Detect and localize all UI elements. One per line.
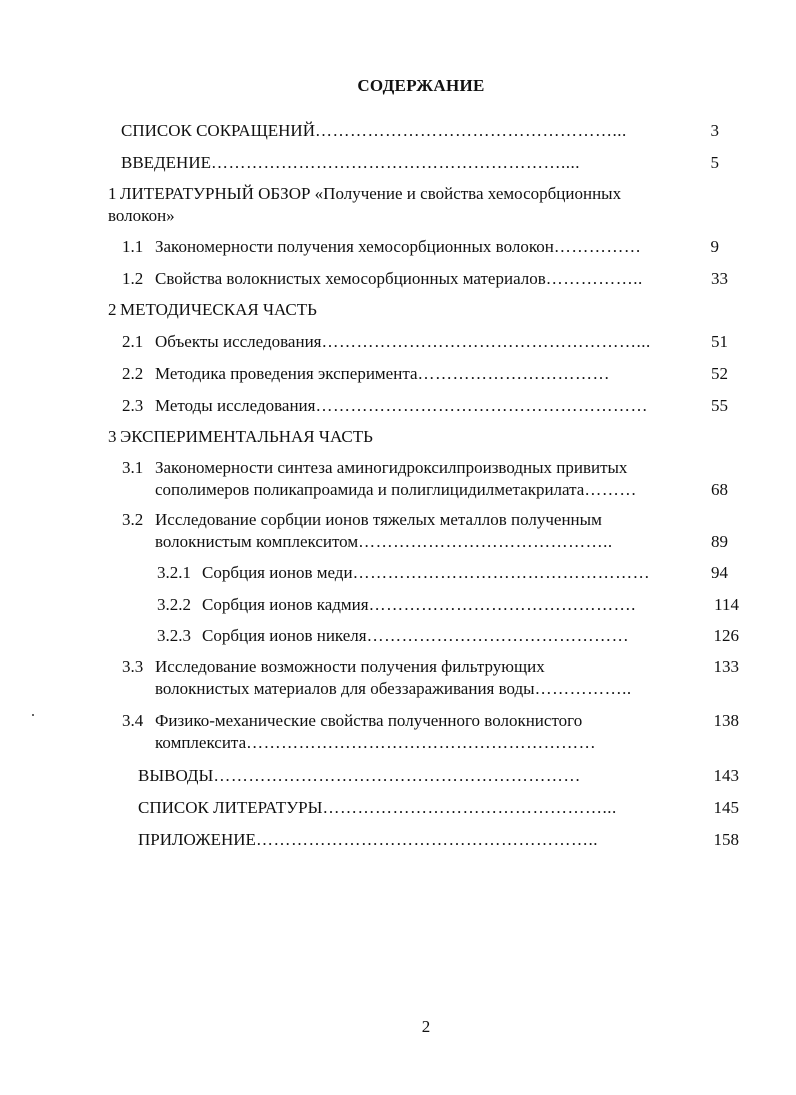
toc-entry-text-line2: сополимеров поликапроамида и полиглицидилметакрилата	[155, 480, 585, 499]
toc-entry-number: 2.2	[122, 364, 144, 383]
toc-entry-dots: …………………………………………...	[322, 798, 617, 817]
toc-entry-dots: ……………………………………………...	[314, 121, 627, 140]
toc-entry-section-1[interactable]	[0, 183, 796, 227]
toc-entry-page: 126	[713, 626, 739, 645]
toc-entry-number: 1	[108, 184, 117, 203]
toc-entry-text: Исследование возможности получения фильтрующих	[155, 657, 545, 676]
toc-entry-3-1[interactable]	[0, 457, 796, 501]
toc-entry-text: ЛИТЕРАТУРНЫЙ ОБЗОР «Получение и свойства хемосорбционных	[120, 184, 622, 203]
toc-entry-page: 158	[713, 830, 739, 849]
toc-entry-dots: ……………………………………….	[368, 595, 636, 614]
toc-entry-number: 3.2	[122, 510, 144, 529]
toc-entry-page: 3	[710, 121, 719, 140]
toc-entry-page: 55	[711, 396, 728, 415]
toc-entry-page: 145	[713, 798, 739, 817]
toc-entry-page: 143	[713, 766, 739, 785]
toc-entry-number: 3	[108, 427, 117, 446]
toc-entry-page: 52	[711, 364, 728, 383]
toc-entry-text: Закономерности синтеза аминогидроксилпроизводных привитых	[155, 458, 628, 477]
toc-entry-page: 89	[711, 532, 728, 551]
toc-entry-text-line2: волокнистым комплекситом	[155, 532, 359, 551]
toc-entry-dots: ……………..	[534, 679, 632, 698]
toc-entry-text: ЭКСПЕРИМЕНТАЛЬНАЯ ЧАСТЬ	[120, 427, 373, 446]
toc-entry-text: Закономерности получения хемосорбционных волокон	[155, 237, 554, 256]
toc-entry-page: 138	[713, 711, 739, 730]
toc-entry-number: 3.2.2	[157, 595, 191, 614]
toc-entry-page: 94	[711, 563, 728, 582]
page-number: 2	[421, 1017, 431, 1036]
toc-entry-3-3[interactable]	[0, 656, 796, 700]
toc-entry-number: 1.1	[122, 237, 144, 256]
toc-entry-dots: ………	[584, 480, 637, 499]
toc-entry-dots: ………………………………………………………	[213, 766, 581, 785]
toc-entry-text: СПИСОК СОКРАЩЕНИЙ	[121, 121, 315, 140]
toc-entry-number: 2	[108, 300, 117, 319]
toc-entry-number: 3.4	[122, 711, 144, 730]
toc-entry-number: 2.3	[122, 396, 144, 415]
toc-entry-page: 114	[714, 595, 739, 614]
toc-entry-page: 33	[711, 269, 728, 288]
toc-entry-number: 1.2	[122, 269, 144, 288]
toc-entry-text: Объекты исследования	[155, 332, 322, 351]
toc-entry-page: 68	[711, 480, 728, 499]
toc-entry-dots: ……………………………………..	[358, 532, 613, 551]
toc-entry-dots: ……………	[553, 237, 642, 256]
toc-entry-text-line2: волокнистых материалов для обеззараживания воды	[155, 679, 535, 698]
toc-entry-page: 51	[711, 332, 728, 351]
toc-entry-dots: ……………………………………………	[352, 563, 651, 582]
toc-entry-dots: …………………………………………………	[315, 396, 648, 415]
toc-entry-text: Исследование сорбции ионов тяжелых металлов полученным	[155, 510, 602, 529]
toc-entry-3-2[interactable]	[0, 509, 796, 553]
toc-entry-dots: ………………………………………	[366, 626, 630, 645]
toc-entry-dots: ………………………………………………...	[321, 332, 651, 351]
toc-entry-number: 2.1	[122, 332, 144, 351]
toc-entry-text: МЕТОДИЧЕСКАЯ ЧАСТЬ	[120, 300, 317, 319]
toc-entry-text: СПИСОК ЛИТЕРАТУРЫ	[138, 798, 323, 817]
toc-entry-dots: ……………………………	[417, 364, 611, 383]
toc-entry-text: ПРИЛОЖЕНИЕ	[138, 830, 256, 849]
toc-entry-dots: …………………………………………………..	[255, 830, 598, 849]
toc-title: СОДЕРЖАНИЕ	[357, 76, 485, 95]
toc-entry-dots: ……………………………………………………	[246, 733, 597, 752]
toc-entry-text: Физико-механические свойства полученного волокнистого	[155, 711, 583, 730]
toc-entry-page: 9	[710, 237, 719, 256]
toc-entry-dots: ……………………………………………………....	[210, 153, 580, 172]
toc-entry-number: 3.2.3	[157, 626, 191, 645]
toc-entry-number: 3.2.1	[157, 563, 191, 582]
toc-entry-page: 133	[713, 657, 739, 676]
toc-entry-page: 5	[710, 153, 719, 172]
toc-entry-text: Сорбция ионов кадмия	[202, 595, 369, 614]
toc-entry-text: Методика проведения эксперимента	[155, 364, 418, 383]
toc-entry-text-line2: волокон»	[108, 206, 175, 225]
toc-entry-number: 3.3	[122, 657, 144, 676]
scan-speck	[32, 714, 34, 716]
toc-entry-text: Сорбция ионов меди	[202, 563, 353, 582]
toc-entry-text: ВВЕДЕНИЕ	[121, 153, 211, 172]
toc-entry-text: Методы исследования	[155, 396, 316, 415]
toc-entry-3-4[interactable]	[0, 710, 796, 754]
toc-entry-text: Свойства волокнистых хемосорбционных материалов	[155, 269, 546, 288]
toc-entry-text: ВЫВОДЫ	[138, 766, 214, 785]
toc-entry-number: 3.1	[122, 458, 144, 477]
toc-entry-text-line2: комплексита	[155, 733, 247, 752]
toc-entry-text: Сорбция ионов никеля	[202, 626, 367, 645]
toc-entry-dots: ……………..	[545, 269, 643, 288]
